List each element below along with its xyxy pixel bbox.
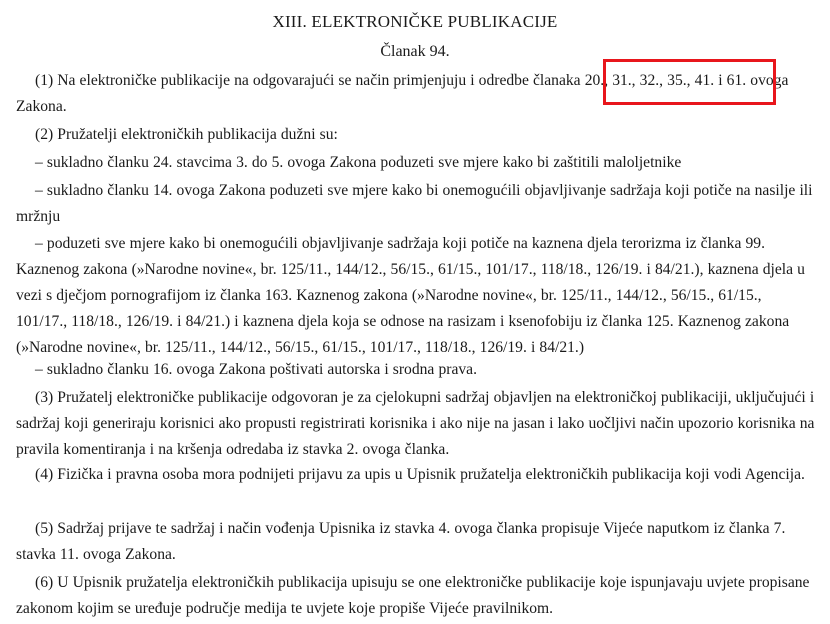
paragraph-2: (2) Pružatelji elektroničkih publikacija dužni su: (35, 126, 338, 143)
red-highlight-box (603, 59, 776, 105)
paragraph-2-item-1: – sukladno članku 24. stavcima 3. do 5. ovoga Zakona poduzeti sve mjere kako bi zaštitili maloljetnike (35, 154, 682, 171)
paragraph-2-item-4: – sukladno članku 16. ovoga Zakona poštivati autorska i srodna prava. (35, 361, 477, 378)
paragraph-2-item-2: – sukladno članku 14. ovoga Zakona poduzeti sve mjere kako bi onemogućili objavljivanje sadržaja koji potiče na nasilje ili mržnju (16, 182, 813, 225)
paragraph-2-item-3: – poduzeti sve mjere kako bi onemogućili objavljivanje sadržaja koji potiče na kaznena djela terorizma iz članka 99. Kaznenog zakona (»Narodne novine«, br. 125/11., 144/12., 56/15., 61/15., 101/17., 118/18., 126/19. i 84/21.), kaznena djela u vezi s dječjom pornografijom iz članka 163. Kaznenog zakona (»Narodne novine«, br. 125/11., 144/12., 56/15., 61/15., 101/17., 118/18., 126/19. i 84/21.) i kaznena djela koja se odnose na rasizam i ksenofobiju iz članka 125. Kaznenog zakona (»Narodne novine«, br. 125/11., 144/12., 56/15., 61/15., 101/17., 118/18., 126/19. i 84/21.) (16, 235, 805, 356)
article-title: Članak 94. (380, 43, 450, 60)
paragraph-1-text-before: (1) Na elektroničke publikacije na odgovarajući se način primjenjuju i odredbe članaka (35, 72, 585, 89)
paragraph-5: (5) Sadržaj prijave te sadržaj i način vođenja Upisnika iz stavka 4. ovoga članka propisuje Vijeće naputkom iz članka 7. stavka 11. ovoga Zakona. (16, 520, 786, 563)
paragraph-4: (4) Fizička i pravna osoba mora podnijeti prijavu za upis u Upisnik pružatelja elektroničkih publikacija koji vodi Agencija. (35, 466, 805, 483)
paragraph-6: (6) U Upisnik pružatelja elektroničkih publikacija upisuju se one elektroničke publikacije koje ispunjavaju uvjete propisane zakonom kojim se uređuje područje medija te uvjete koje propiše Vijeće pravilnikom. (16, 574, 810, 617)
paragraph-3: (3) Pružatelj elektroničke publikacije odgovoran je za cjelokupni sadržaj objavljen na elektroničkoj publikaciji, uključujući i sadržaj koji generiraju korisnici ako propusti registrirati korisnika i ako nije na jasan i lako uočljivi način upozorio korisnika na pravila komentiranja i na kršenja odredaba iz stavka 2. ovoga članka. (16, 389, 815, 458)
paragraph-1-text-after: ovoga Zakona. (16, 72, 789, 115)
chapter-title: XIII. ELEKTRONIČKE PUBLIKACIJE (272, 12, 558, 31)
highlighted-article-references: 20., 31., 32., 35., 41. i 61. (584, 72, 747, 89)
